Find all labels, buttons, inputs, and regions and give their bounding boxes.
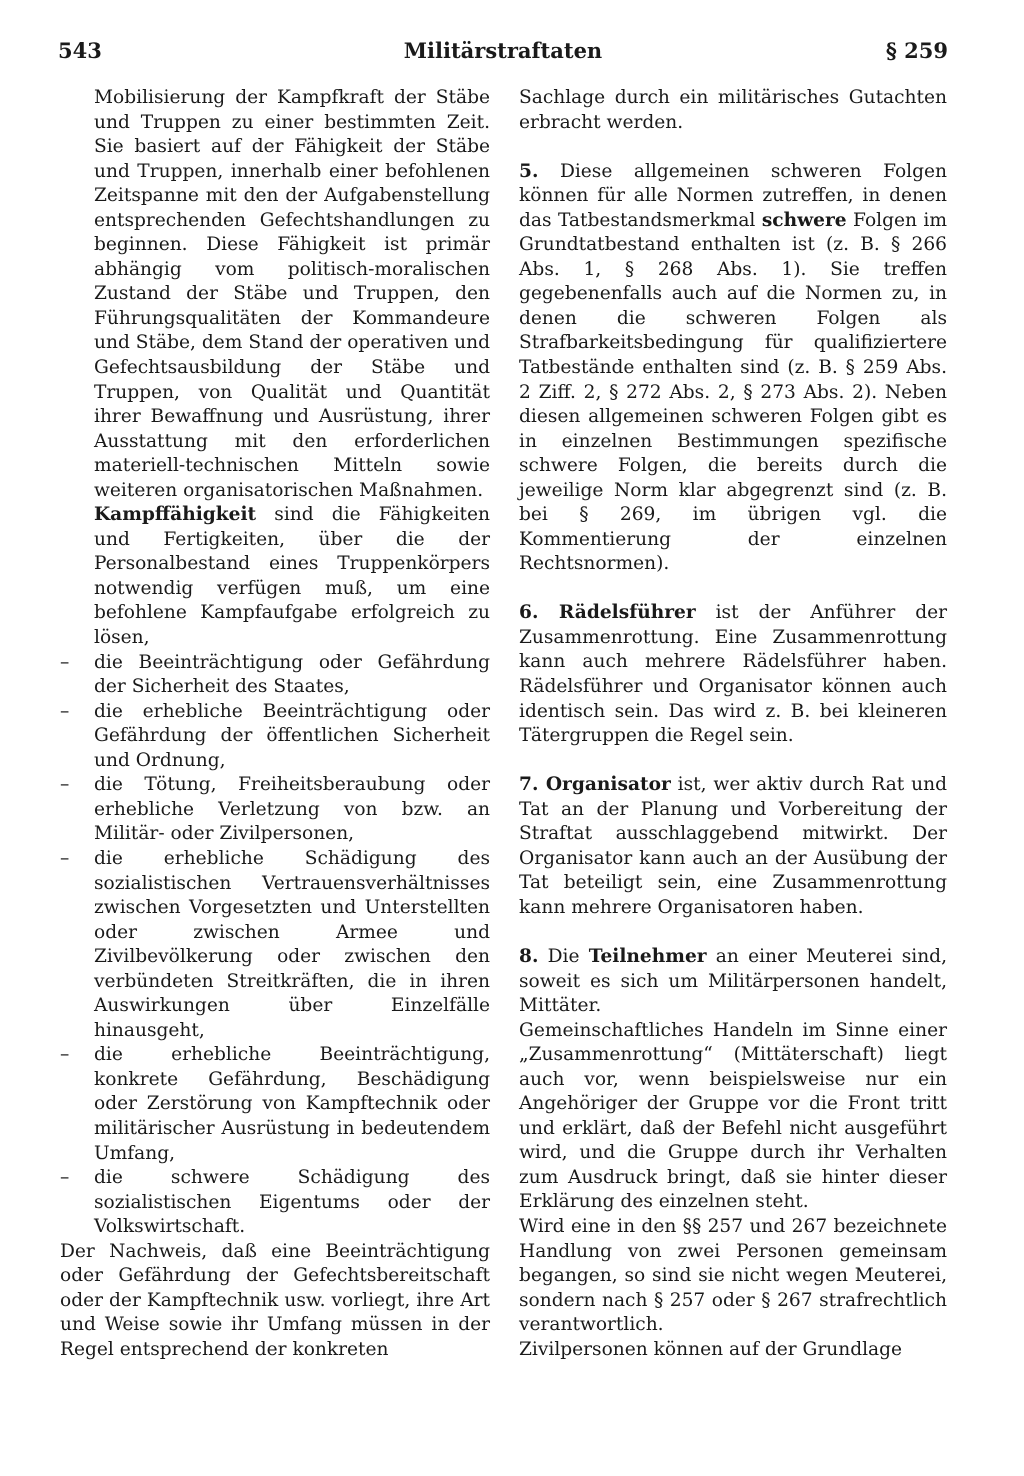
paragraph-gemeinschaftliches-handeln: Gemeinschaftliches Handeln im Sinne einer „Zusammenrottung“ (Mittäterschaft) liegt auch vor, wenn beispielsweise nur ein Angehöriger der Gruppe vor die Front tritt und erklärt, daß der Befehl nicht ausgeführt wird, und die Gruppe durch ihr Verhalten zum Ausdruck bringt, daß sie hinter dieser Erklärung des einzelnen steht. <box>519 1019 947 1213</box>
list-dash: – <box>60 651 70 673</box>
kampffaehigkeit-text: sind die Fähigkeiten und Fertigkeiten, über die der Personalbestand eines Truppenkörpers notwendig verfügen muß, um eine befohlene Kampfaufgabe erfolgreich zu lösen, <box>94 504 490 649</box>
list-dash: – <box>60 1044 70 1066</box>
list-item-text: die erhebliche Beeinträchtigung, konkrete Gefährdung, Beschädigung oder Zerstörung von Kampftechnik oder militärischer Ausrüstung in bedeutendem Umfang, <box>94 1044 490 1164</box>
section-5-text-b: Folgen im Grundtatbestand enthalten ist (z. B. § 266 Abs. 1, § 268 Abs. 1). Sie treffen gegebenenfalls auch auf die Normen zu, in denen die schweren Folgen als Strafbarkeitsbedingung für qualifiziertere Tatbestände enthalten sind (z. B. § 259 Abs. 2 Ziff. 2, § 272 Abs. 2, § 273 Abs. 2). Neben diesen allgemeinen schweren Folgen gibt es in einzelnen Bestimmungen spezifische schwere Folgen, die bereits durch die jeweilige Norm klar abgegrenzt sind (z. B. bei § 269, im übrigen vgl. die Kommentierung der einzelnen Rechtsnormen). <box>519 209 947 575</box>
list-item <box>60 651 490 700</box>
section-5-number: 5. <box>519 160 539 182</box>
term-teilnehmer: Teilnehmer <box>588 945 707 967</box>
list-item <box>60 700 490 774</box>
list-item <box>60 847 490 1043</box>
page-header <box>58 38 948 68</box>
paragraph-kampffaehigkeit <box>60 503 490 650</box>
section-7-text: ist, wer aktiv durch Rat und Tat an der Planung und Vorbereitung der Straftat ausschlaggebend mitwirkt. Der Organisator kann auch an der Ausübung der Tat beteiligt sein, eine Zusammenrottung kann mehrere Organisatoren haben. <box>519 774 947 918</box>
list-item <box>60 773 490 847</box>
paragraph-zwei-personen: Wird eine in den §§ 257 und 267 bezeichnete Handlung von zwei Personen gemeinsam begangen, so sind sie nicht wegen Meuterei, sondern nach § 257 oder § 267 strafrechtlich verantwortlich. <box>519 1215 947 1336</box>
page-number: 543 <box>58 38 102 63</box>
section-7 <box>519 773 947 920</box>
paragraph-zivilpersonen: Zivilpersonen können auf der Grundlage <box>519 1338 903 1360</box>
paragraph-spacer <box>519 135 947 160</box>
section-8-text-a: Die <box>538 945 589 967</box>
list-item-text: die erhebliche Schädigung des sozialistischen Vertrauensverhältnisses zwischen Vorgesetzten und Unterstellten oder zwischen Armee und Zivilbevölkerung oder zwischen den verbündeten Streitkräften, die in ihren Auswirkungen über Einzelfälle hinausgeht, <box>94 847 490 1041</box>
section-5-text-a: Diese allgemeinen schweren Folgen können für alle Normen zutreffen, in denen das Tatbestandsmerkmal <box>519 160 947 231</box>
section-6 <box>519 601 947 748</box>
paragraph-spacer <box>519 577 947 602</box>
list-dash: – <box>60 1167 70 1189</box>
paragraph-spacer <box>519 920 947 945</box>
section-8-text-b: an einer Meuterei sind, soweit es sich um Militärpersonen handelt, Mittäter. <box>519 945 947 1017</box>
list-item-text: die Beeinträchtigung oder Gefährdung der Sicherheit des Staates, <box>94 651 490 698</box>
term-raedelsfuehrer: 6. Rädelsführer <box>519 602 696 624</box>
term-organisator: 7. Organisator <box>519 774 671 796</box>
paragraph-gefechtsbereitschaft-cont: Mobilisierung der Kampfkraft der Stäbe und Truppen zu einer bestimmten Zeit. Sie basiert auf der Fähigkeit der Stäbe und Truppen, innerhalb einer befohlenen Zeitspanne mit den der Aufgabenstellung entsprechenden Gefechtshandlungen zu beginnen. Diese Fähigkeit ist primär abhängig vom politisch-moralischen Zustand der Stäbe und Truppen, den Führungsqualitäten der Kommandeure und Stäbe, dem Stand der operativen und Gefechtsausbildung der Stäbe und Truppen, von Qualität und Quantität ihrer Bewaffnung und Ausrüstung, ihrer Ausstattung mit den erforderlichen materiell-technischen Mitteln sowie weiteren organisatorischen Maßnahmen. <box>94 87 490 501</box>
section-5 <box>519 160 947 577</box>
paragraph-gutachten-cont: Sachlage durch ein militärisches Gutachten erbracht werden. <box>519 87 947 133</box>
list-item-text: die Tötung, Freiheitsberaubung oder erhebliche Verletzung von bzw. an Militär- oder Zivilpersonen, <box>94 774 490 845</box>
term-kampffaehigkeit: Kampffähigkeit <box>94 504 257 526</box>
paragraph-spacer <box>519 749 947 774</box>
list-item-text: die erhebliche Beeinträchtigung oder Gefährdung der öffentlichen Sicherheit und Ordnung, <box>94 700 490 771</box>
section-6-text: ist der Anführer der Zusammenrottung. Eine Zusammenrottung kann auch mehrere Rädelsführer haben. Rädelsführer und Organisator können auch identisch sein. Das wird z. B. bei kleineren Tätergruppen die Regel sein. <box>519 602 947 747</box>
running-title: Militärstraftaten <box>403 38 603 63</box>
list-dash: – <box>60 700 70 722</box>
list-dash: – <box>60 774 70 796</box>
right-column <box>519 86 947 1362</box>
section-8-number: 8. <box>519 945 539 967</box>
list-item <box>60 1043 490 1166</box>
list-item <box>60 1166 490 1240</box>
list-dash: – <box>60 847 70 869</box>
term-schwere: schwere <box>761 209 847 231</box>
list-item-text: die schwere Schädigung des sozialistischen Eigentums oder der Volkswirtschaft. <box>94 1167 490 1238</box>
section-reference: § 259 <box>885 38 948 63</box>
section-8 <box>519 945 947 1019</box>
paragraph-nachweis: Der Nachweis, daß eine Beeinträchtigung oder Gefährdung der Gefechtsbereitschaft oder der Kampftechnik usw. vorliegt, ihre Art und Weise sowie ihr Umfang müssen in der Regel entsprechend der konkreten <box>60 1240 490 1360</box>
left-column <box>60 86 490 1362</box>
